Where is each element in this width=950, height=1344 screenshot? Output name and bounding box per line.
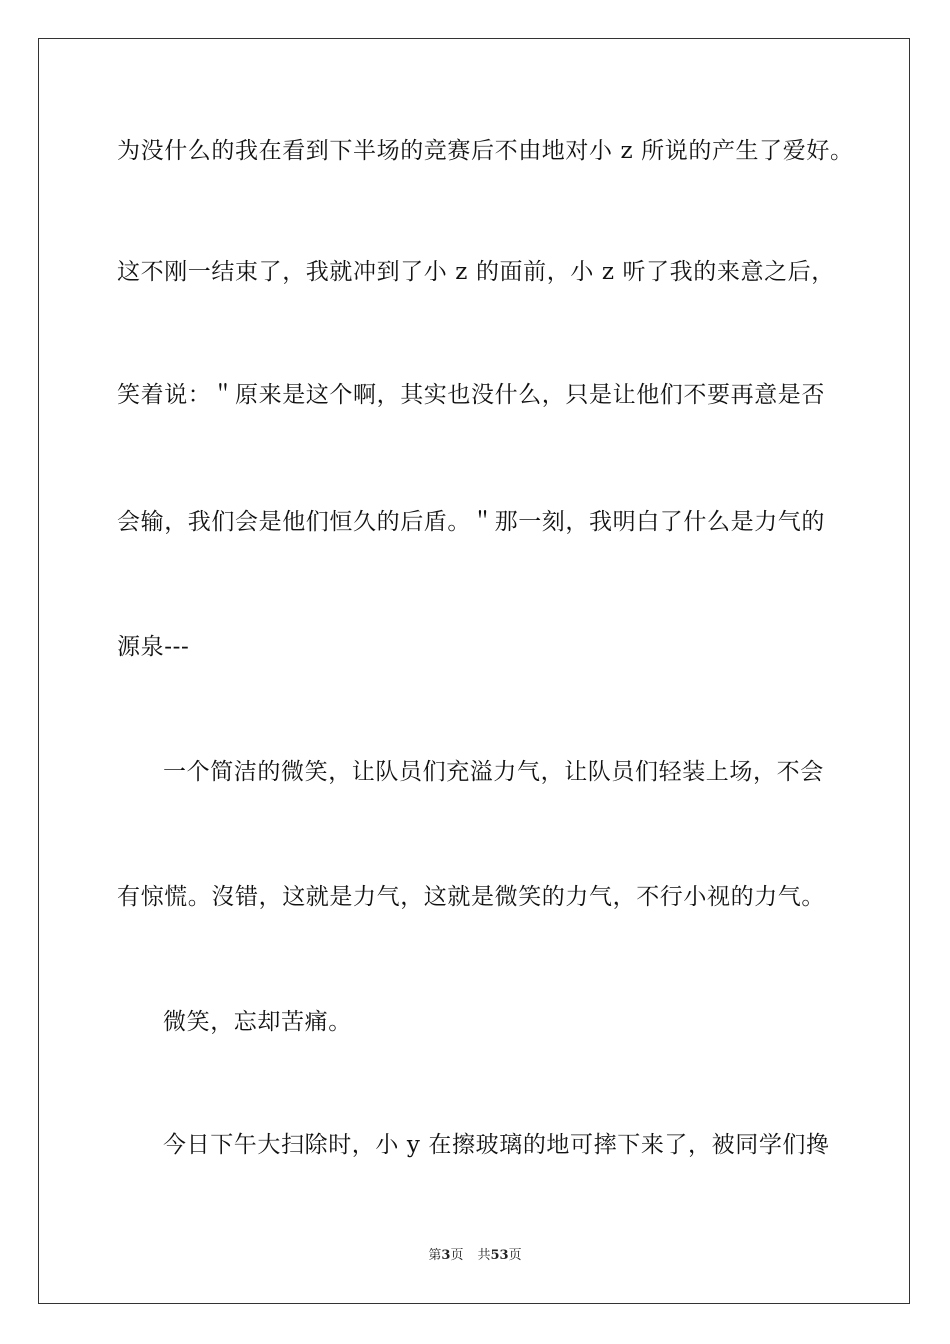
text-line-3: 笑着说：＂原来是这个啊，其实也没什么，只是让他们不要再意是否 bbox=[117, 382, 825, 408]
page-suffix: 页 bbox=[450, 1248, 464, 1263]
total-pages: 53 bbox=[490, 1248, 509, 1263]
page-number: 3 bbox=[441, 1248, 451, 1263]
text-line-9: 今日下午大扫除时，小 y 在擦玻璃的地可摔下来了，被同学们搀 bbox=[163, 1132, 830, 1158]
page-footer bbox=[0, 1248, 950, 1264]
page-border bbox=[38, 38, 910, 1304]
text-line-7: 有惊慌。沒错，这就是力气，这就是微笑的力气，不行小视的力气。 bbox=[117, 884, 825, 910]
text-line-1: 为没什么的我在看到下半场的竞赛后不由地对小 z 所说的产生了爱好。 bbox=[117, 138, 854, 164]
text-line-6: 一个简洁的微笑，让队员们充溢力气，让队员们轻装上场，不会 bbox=[163, 759, 824, 785]
total-prefix: 共 bbox=[477, 1248, 491, 1263]
text-line-8: 微笑，忘却苦痛。 bbox=[163, 1009, 352, 1035]
text-line-5: 源泉--- bbox=[117, 634, 190, 660]
text-line-2: 这不刚一结束了，我就冲到了小 z 的面前，小 z 听了我的来意之后， bbox=[117, 259, 835, 285]
text-line-4: 会输，我们会是他们恒久的后盾。＂那一刻，我明白了什么是力气的 bbox=[117, 509, 825, 535]
total-suffix: 页 bbox=[508, 1248, 522, 1263]
page-prefix: 第 bbox=[428, 1248, 442, 1263]
